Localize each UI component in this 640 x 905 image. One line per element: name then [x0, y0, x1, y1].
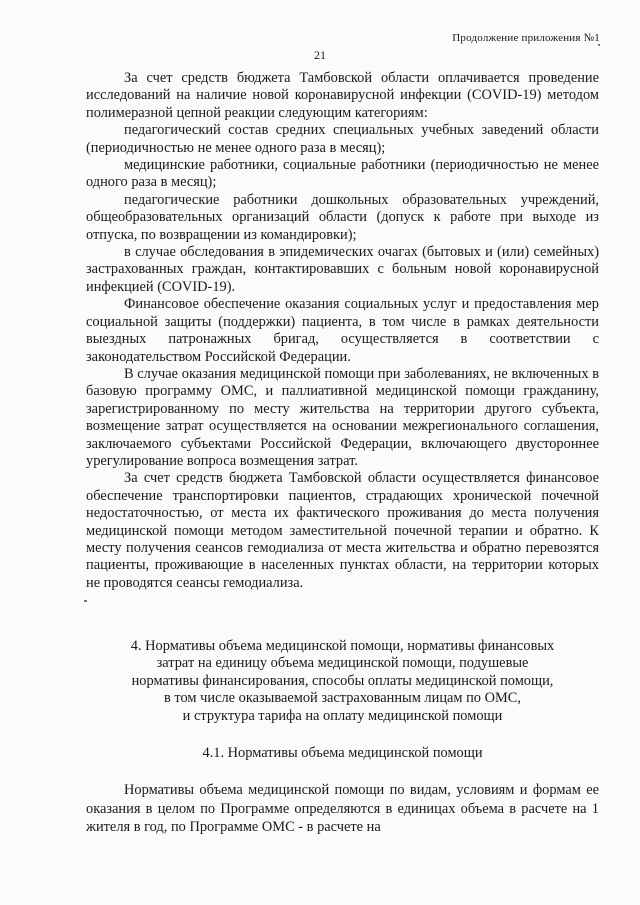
paragraph-preschool-teachers: педагогические работники дошкольных образовательных учреждений, общеобразовательных организаций области (допуск к работе при выходе из отпуска, по возвращении из командировки);	[86, 191, 599, 243]
section-4-heading-line: 4. Нормативы объема медицинской помощи, нормативы финансовых	[130, 638, 555, 654]
section-4-heading-line: в том числе оказываемой застрахованным лицам по ОМС,	[164, 690, 521, 707]
paragraph-epidemic-foci: в случае обследования в эпидемических очагах (бытовых и (или) семейных) застрахованных граждан, контактировавших с больным новой коронавирусной инфекцией (COVID-19).	[86, 244, 599, 295]
paragraph-teachers: педагогический состав средних специальных учебных заведений области (периодичностью не менее одного раза в месяц);	[86, 122, 599, 156]
paragraph-covid-testing: За счет средств бюджета Тамбовской области оплачивается проведение исследований на наличие новой коронавирусной инфекции (COVID-19) методом полимеразной цепной реакции следующим категориям:	[86, 70, 599, 121]
paragraph-volume-norms: Нормативы объема медицинской помощи по видам, условиям и формам ее оказания в целом по Программе определяются в единицах объема в расчете на 1 жителя в год, по Программе ОМС - в расчете на	[86, 782, 599, 836]
scan-speck	[84, 600, 87, 602]
section-4-1-heading: 4.1. Нормативы объема медицинской помощи	[202, 745, 483, 761]
scan-speck	[598, 44, 600, 46]
section-4-heading-line: нормативы финансирования, способы оплаты медицинской помощи,	[131, 672, 554, 689]
section-4-heading	[86, 638, 599, 725]
tail-text	[86, 781, 599, 837]
body-text	[86, 70, 599, 592]
paragraph-hemodialysis-transport: За счет средств бюджета Тамбовской области осуществляется финансовое обеспечение транспортировки пациентов, страдающих хронической почечной недостаточностью, от места их фактического проживания до места получения медицинской помощи методом заместительной почечной терапии и обратно. К месту получения сеансов гемодиализа от места жительства и обратно перевозятся пациенты, проживающие в населенных пунктах области, на территории которых не проводятся сеансы гемодиализа.	[86, 470, 599, 591]
annex-continuation-label: Продолжение приложения №1	[452, 32, 600, 44]
page-number: 21	[314, 48, 326, 62]
paragraph-social-services: Финансовое обеспечение оказания социальных услуг и предоставления мер социальной защиты (поддержки) пациента, в том числе в рамках деятельности выездных патронажных бригад, осуществляется в соответствии с законодательством Российской Федерации.	[86, 296, 599, 365]
section-4-heading-line: и структура тарифа на оплату медицинской помощи	[182, 707, 503, 724]
section-4-heading-line: затрат на единицу объема медицинской помощи, подушевые	[156, 655, 529, 672]
paragraph-interregional: В случае оказания медицинской помощи при заболеваниях, не включенных в базовую программу ОМС, и паллиативной медицинской помощи гражданину, зарегистрированному по месту жительства на территории другого субъекта, возмещение затрат осуществляется на основании межрегионального соглашения, заключаемого субъектами Российской Федерации, включающего двустороннее урегулирование вопроса возмещения затрат.	[86, 365, 599, 469]
paragraph-medical-workers: медицинские работники, социальные работники (периодичностью не менее одного раза в месяц);	[86, 157, 599, 191]
